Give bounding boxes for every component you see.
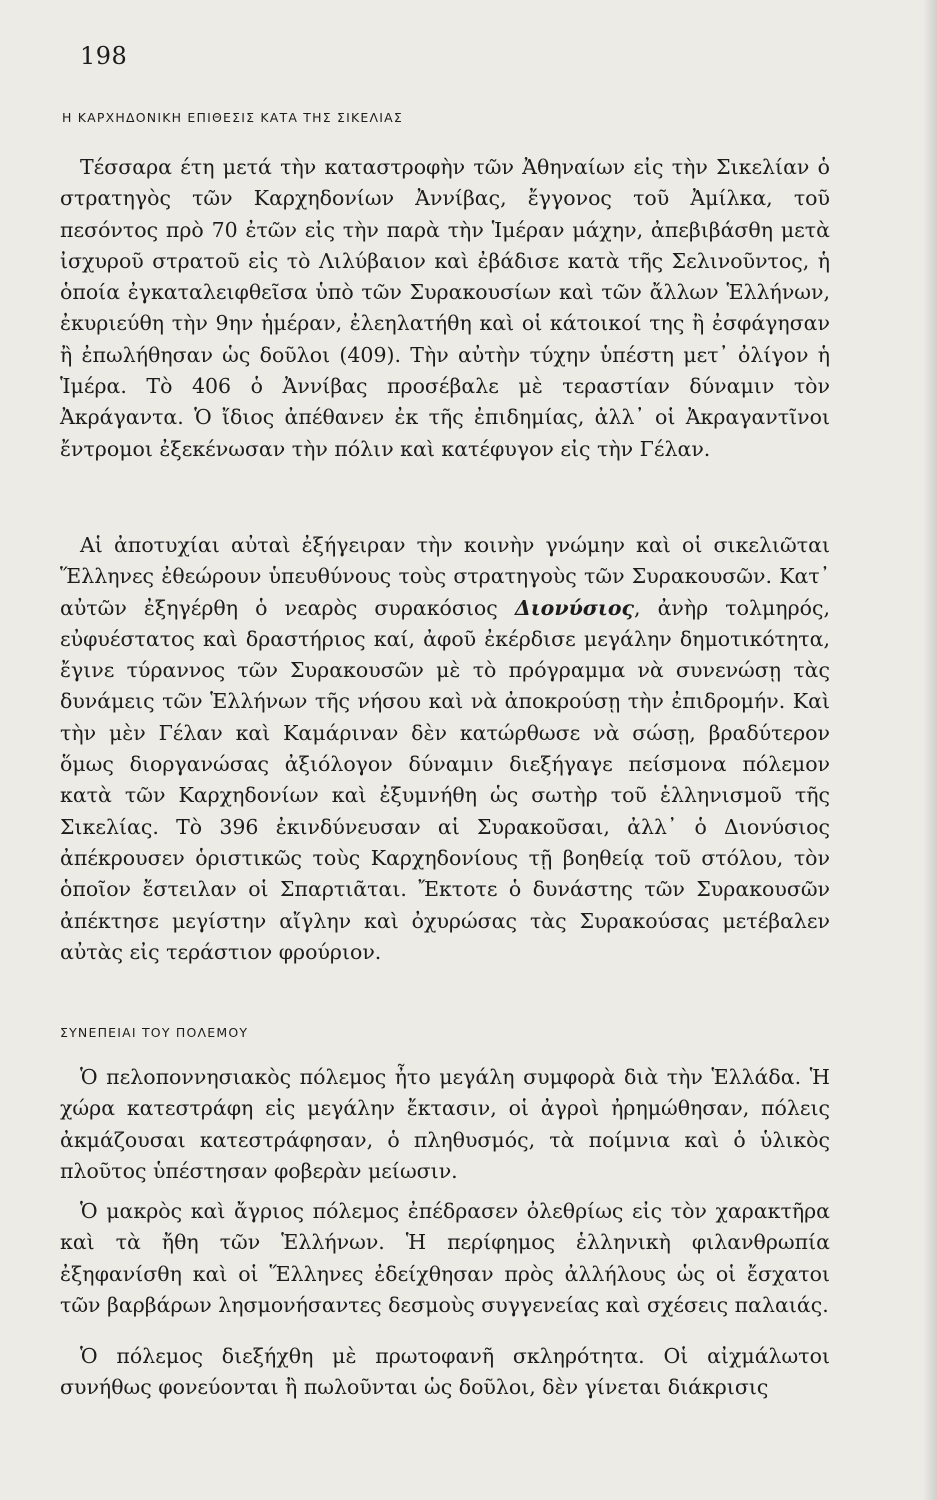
paragraph-2 [60,530,830,968]
paragraph-4-text: Ὁ μακρὸς καὶ ἄγριος πόλεμος ἐπέδρασεν ὀλεθρίως εἰς τὸν χαρακτῆρα καὶ τὰ ἤθη τῶν Ἑλλήνων. Ἡ περίφημος ἑλληνικὴ φιλανθρωπία ἐξηφανίσθη καὶ οἱ Ἕλληνες ἐδείχθησαν πρὸς ἀλλήλους ὡς οἱ ἔσχατοι τῶν βαρβάρων λησμονήσαντες δεσμοὺς συγγενείας καὶ σχέσεις παλαιάς. [60,1199,830,1317]
running-head: Η ΚΑΡΧΗΔΟΝΙΚΗ ΕΠΙΘΕΣΙΣ ΚΑΤΑ ΤΗΣ ΣΙΚΕΛΙΑΣ [62,110,403,125]
dionysios-name: Διονύσιος [514,595,634,620]
paragraph-3 [60,1062,830,1187]
paragraph-4 [60,1196,830,1321]
section-heading: ΣΥΝΕΠΕΙΑΙ ΤΟΥ ΠΟΛΕΜΟΥ [60,1025,249,1040]
paragraph-5-text: Ὁ πόλεμος διεξήχθη μὲ πρωτοφανῆ σκληρότητα. Οἱ αἰχμάλωτοι συνήθως φονεύονται ἢ πωλοῦνται ὡς δοῦλοι, δὲν γίνεται διάκρισις [60,1344,830,1400]
page-number: 198 [80,42,128,70]
page-edge-shadow [923,0,937,1500]
paragraph-1-text: Τέσσαρα έτη μετά τὴν καταστροφὴν τῶν Ἀθηναίων εἰς τὴν Σικελίαν ὁ στρατηγὸς τῶν Καρχηδονίων Ἀννίβας, ἔγγονος τοῦ Ἀμίλκα, τοῦ πεσόντος πρὸ 70 ἐτῶν εἰς τὴν παρὰ τὴν Ἱμέραν μάχην, ἀπεβιβάσθη μετὰ ἰσχυροῦ στρατοῦ εἰς τὸ Λιλύβαιον καὶ ἐβάδισε κατὰ τῆς Σελινοῦντος, ἡ ὁποία ἐγκαταλειφθεῖσα ὑπὸ τῶν Συρακουσίων καὶ τῶν ἄλλων Ἑλλήνων, ἐκυριεύθη τὴν 9ην ἡμέραν, ἐλεηλατήθη καὶ οἱ κάτοικοί της ἢ ἐσφάγησαν ἢ ἐπωλήθησαν ὡς δοῦλοι (409). Τὴν αὐτὴν τύχην ὑπέστη μετ᾽ ὀλίγον ἡ Ἱμέρα. Τὸ 406 ὁ Ἀννίβας προσέβαλε μὲ τεραστίαν δύναμιν τὸν Ἀκράγαντα. Ὁ ἴδιος ἀπέθανεν ἐκ τῆς ἐπιδημίας, ἀλλ᾽ οἱ Ἀκραγαντῖνοι ἔντρομοι ἐξεκένωσαν τὴν πόλιν καὶ κατέφυγον εἰς τὴν Γέλαν. [60,155,830,461]
paragraph-1 [60,152,830,465]
paragraph-3-text: Ὁ πελοποννησιακὸς πόλεμος ἦτο μεγάλη συμφορὰ διὰ τὴν Ἑλλάδα. Ἡ χώρα κατεστράφη εἰς μεγάλην ἔκτασιν, οἱ ἀγροὶ ἠρημώθησαν, πόλεις ἀκμάζουσαι κατεστράφησαν, ὁ πληθυσμός, τὰ ποίμνια καὶ ὁ ὑλικὸς πλοῦτος ὑπέστησαν φοβερὰν μείωσιν. [60,1065,830,1183]
paragraph-2-text-before: Αἱ ἀποτυχίαι αὐταὶ ἐξήγειραν τὴν κοινὴν γνώμην καὶ οἱ σικελιῶται Ἕλληνες ἐθεώρουν ὑπευθύνους τοὺς στρατηγοὺς τῶν Συρακουσῶν. Κατ᾽ αὐτῶν ἐξηγέρθη ὁ νεαρὸς συρακόσιος [60,533,830,620]
paragraph-5 [60,1341,830,1404]
paragraph-2-text-after: , ἀνὴρ τολμηρός, εὐφυέστατος καὶ δραστήριος καί, ἀφοῦ ἐκέρδισε μεγάλην δημοτικότητα, ἔγινε τύραννος τῶν Συρακουσῶν μὲ τὸ πρόγραμμα νὰ συνενώσῃ τὰς δυνάμεις τῶν Ἑλλήνων τῆς νήσου καὶ νὰ ἀποκρούσῃ τὴν ἐπιδρομήν. Καὶ τὴν μὲν Γέλαν καὶ Καμάριναν δὲν κατώρθωσε νὰ σώσῃ, βραδύτερον ὅμως διοργανώσας ἀξιόλογον δύναμιν διεξήγαγε πείσμονα πόλεμον κατὰ τῶν Καρχηδονίων καὶ ἐξυμνήθη ὡς σωτὴρ τοῦ ἑλληνισμοῦ τῆς Σικελίας. Τὸ 396 ἐκινδύνευσαν αἱ Συρακοῦσαι, ἀλλ᾽ ὁ Διονύσιος ἀπέκρουσεν ὁριστικῶς τοὺς Καρχηδονίους τῇ βοηθείᾳ τοῦ στόλου, τὸν ὁποῖον ἔστειλαν οἱ Σπαρτιᾶται. Ἔκτοτε ὁ δυνάστης τῶν Συρακουσῶν ἀπέκτησε μεγίστην αἴγλην καὶ ὀχυρώσας τὰς Συρακούσας μετέβαλεν αὐτὰς εἰς τεράστιον φρούριον. [60,595,830,964]
